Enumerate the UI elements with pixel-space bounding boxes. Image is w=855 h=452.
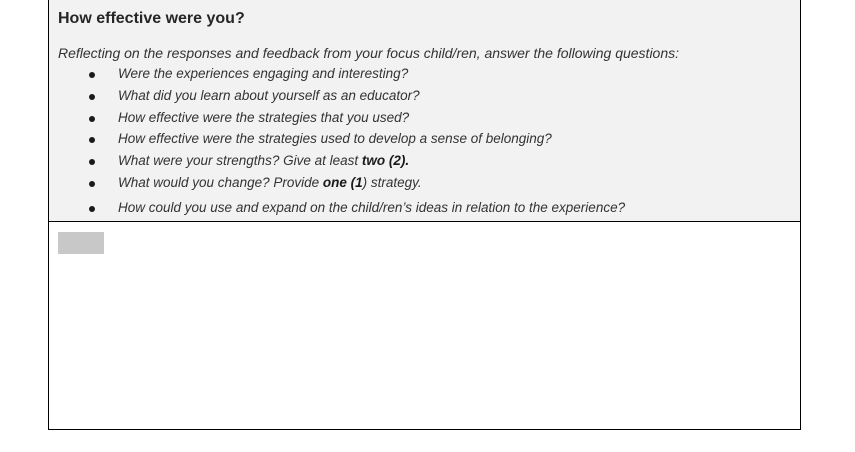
question-text [118,153,409,168]
reflection-table [48,0,801,430]
question-emphasis: one (1 [322,175,363,190]
bullet-icon [89,181,95,187]
question-fragment: How effective were the strategies used to develop a sense of belonging? [118,131,552,146]
section-title: How effective were you? [58,10,245,27]
bullet-icon [89,159,95,165]
question-text [118,175,422,190]
question-text [118,110,409,125]
bullet-icon [89,137,95,143]
bullet-icon [89,72,95,78]
question-fragment: How effective were the strategies that you used? [118,110,410,125]
question-fragment: Were the experiences engaging and interesting? [118,66,409,81]
question-text [118,66,408,81]
question-fragment: What would you change? Provide [118,175,323,190]
bullet-icon [89,94,95,100]
question-fragment: What did you learn about yourself as an educator? [118,88,420,103]
bullet-icon [89,206,95,212]
section-intro: Reflecting on the responses and feedback from your focus child/ren, answer the following questions: [58,45,680,61]
question-fragment: ) strategy. [362,175,422,190]
question-emphasis: two (2). [361,153,410,168]
question-cell [49,0,800,222]
bullet-icon [89,116,95,122]
question-text [118,88,420,103]
question-text [118,131,552,146]
question-fragment: How could you use and expand on the child/ren’s ideas in relation to the experience? [118,200,626,215]
question-fragment: What were your strengths? Give at least [118,153,362,168]
question-text [118,200,625,215]
answer-cell[interactable] [49,222,800,429]
answer-text-field[interactable] [58,232,104,254]
